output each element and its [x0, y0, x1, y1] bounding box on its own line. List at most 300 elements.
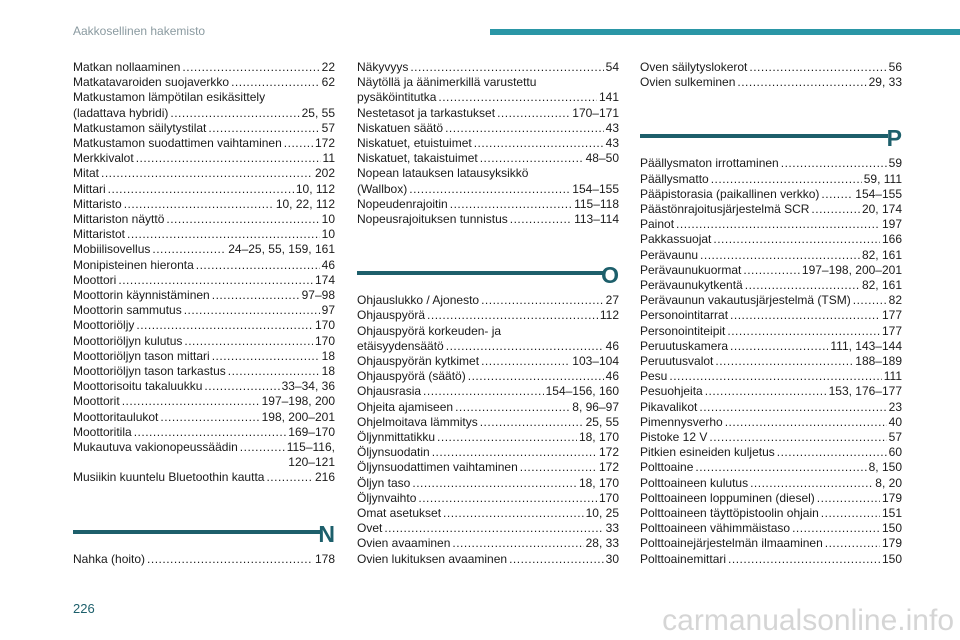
page-reference: 59, 111 [863, 171, 902, 186]
dot-leader [412, 476, 577, 491]
index-term: Näkyvyys [357, 60, 409, 74]
dot-leader [427, 308, 598, 323]
page-reference: 46 [605, 338, 619, 353]
page-reference: 179 [881, 536, 902, 551]
page-reference: 10 [321, 212, 335, 227]
index-entry [357, 324, 619, 354]
page-reference: 150 [881, 551, 902, 566]
index-term: Ohjauspyörän kytkimet [357, 354, 480, 369]
index-entry [357, 308, 619, 323]
index-term: (Wallbox) [357, 181, 408, 196]
index-term: Nahka (hoito) [73, 551, 146, 566]
index-entry [357, 491, 619, 506]
page-reference: 62 [321, 75, 335, 90]
page-reference: 46 [321, 257, 335, 272]
index-term: Ohjauslukko / Ajonesto [357, 293, 480, 308]
index-term: Nopeusrajoituksen tunnistus [357, 212, 508, 227]
dot-leader [166, 212, 319, 227]
index-term: Pakkassuojat [640, 232, 712, 247]
page-reference: 216 [314, 470, 335, 485]
page-reference: 172 [598, 445, 619, 460]
index-term: Ovien avaaminen [357, 536, 451, 551]
index-term-line: Nopean latauksen latausyksikkö [357, 166, 529, 181]
page-reference: 202 [314, 166, 335, 181]
page-reference: 166 [881, 232, 902, 247]
index-entry [73, 258, 335, 273]
index-term: Ovien sulkeminen [640, 75, 736, 90]
page-reference: 43 [605, 120, 619, 135]
dot-leader [127, 227, 320, 242]
page-reference: 82, 161 [861, 278, 902, 293]
index-entry [640, 293, 902, 308]
page-reference: 20, 174 [861, 202, 902, 217]
dot-leader [699, 400, 886, 415]
page-reference: 197–198, 200–201 [801, 262, 902, 277]
dot-leader [468, 369, 604, 384]
dot-leader [821, 187, 853, 202]
page-reference: 112 [599, 308, 619, 323]
page-reference: 56 [888, 60, 902, 74]
index-entry [640, 445, 902, 460]
dot-leader [284, 136, 313, 151]
index-term: Polttoaineen täyttöpistoolin ohjain [640, 506, 819, 521]
index-term: Matkan nollaaminen [73, 60, 181, 74]
dot-leader [409, 182, 570, 197]
index-term: Polttoaineen loppuminen (diesel) [640, 490, 815, 505]
index-entry [640, 202, 902, 217]
index-term: Personointitarrat [640, 308, 729, 323]
page-reference: 48–50 [585, 151, 619, 166]
page-reference: 18, 170 [578, 475, 619, 490]
page-reference: 24–25, 55, 159, 161 [228, 242, 335, 257]
index-term: Perävaunukuormat [640, 262, 742, 277]
index-entry [73, 303, 335, 318]
page-reference: 27 [605, 293, 619, 308]
index-entry [640, 232, 902, 247]
index-term: Öljynsuodattimen vaihtaminen [357, 460, 518, 475]
page-reference: 170 [314, 333, 335, 348]
page-reference: 154–156, 160 [545, 384, 619, 399]
index-entry [73, 349, 335, 364]
dot-leader [423, 384, 544, 399]
page-reference: 150 [881, 521, 902, 536]
index-term: Omat asetukset [357, 506, 442, 521]
index-term: Päällysmatto [640, 171, 709, 186]
index-entry [73, 90, 335, 120]
dot-leader [124, 197, 274, 212]
dot-leader [520, 460, 597, 475]
index-term: Moottorin sammutus [73, 303, 182, 318]
index-entry [73, 364, 335, 379]
index-entry [357, 460, 619, 475]
page-reference: 188–189 [855, 354, 902, 369]
index-entry [73, 318, 335, 333]
section-header [73, 486, 335, 552]
dot-leader [240, 440, 285, 455]
index-entry [357, 415, 619, 430]
index-entry [640, 339, 902, 354]
dot-leader [228, 364, 320, 379]
index-term: Mukautuva vakionopeussäädin [73, 440, 238, 455]
index-term: Nestetasot ja tarkastukset [357, 105, 496, 120]
index-term-line: Näytöllä ja äänimerkillä varustettu [357, 75, 537, 90]
index-term: Öljynmittatikku [357, 430, 436, 445]
dot-leader [136, 151, 321, 166]
index-term: Monipisteinen hieronta [73, 257, 194, 272]
dot-leader [509, 552, 604, 567]
dot-leader [811, 202, 860, 217]
dot-leader [160, 410, 259, 425]
page-reference: 151 [881, 506, 902, 521]
page-reference: 154–155 [572, 181, 619, 196]
index-entry [640, 506, 902, 521]
index-term: Moottoriöljyn kulutus [73, 333, 183, 348]
index-term: Niskatuen säätö [357, 120, 444, 135]
index-entry [73, 212, 335, 227]
index-entry [357, 521, 619, 536]
dot-leader [730, 308, 880, 323]
index-entry [640, 430, 902, 445]
index-entry [73, 136, 335, 151]
index-entry [640, 308, 902, 323]
index-entry [640, 187, 902, 202]
page-reference: 178 [314, 551, 335, 566]
dot-leader [443, 506, 584, 521]
page-reference: 18 [321, 364, 335, 379]
dot-leader [212, 288, 300, 303]
dot-leader [384, 521, 603, 536]
index-entry [73, 227, 335, 242]
dot-leader [750, 476, 873, 491]
index-term: Peruutusvalot [640, 354, 714, 369]
index-term: Polttoainejärjestelmän ilmaaminen [640, 536, 823, 551]
dot-leader [749, 60, 886, 75]
index-entry [357, 212, 619, 227]
dot-leader [713, 232, 880, 247]
index-entry [73, 151, 335, 166]
page-reference: 43 [605, 136, 619, 151]
index-entry [73, 121, 335, 136]
index-term-line: Matkustamon lämpötilan esikäsittely [73, 90, 266, 105]
index-term: Moottorisoitu takaluukku [73, 379, 203, 394]
page-reference: 18 [321, 348, 335, 363]
page-reference: 22 [321, 60, 335, 74]
index-column-3 [640, 60, 902, 567]
page-reference: 18, 170 [578, 430, 619, 445]
section-header [357, 227, 619, 293]
dot-leader [184, 334, 313, 349]
dot-leader [853, 293, 887, 308]
index-entry [73, 197, 335, 212]
dot-leader [212, 349, 320, 364]
index-entry [640, 324, 902, 339]
index-entry [640, 415, 902, 430]
index-entry [640, 263, 902, 278]
index-term: Painot [640, 217, 675, 232]
dot-leader [497, 106, 570, 121]
index-entry [73, 394, 335, 409]
index-term: Moottori [73, 272, 117, 287]
index-term: (ladattava hybridi) [73, 105, 169, 120]
dot-leader [474, 136, 604, 151]
index-entry [73, 334, 335, 349]
index-term: Merkkivalot [73, 151, 134, 166]
dot-leader [118, 273, 313, 288]
page-reference: 141 [598, 90, 619, 105]
index-term: Moottorin käynnistäminen [73, 288, 210, 303]
index-entry [73, 470, 335, 485]
dot-leader [196, 258, 320, 273]
index-term: Moottoriöljy [73, 318, 135, 333]
index-entry [73, 440, 335, 470]
index-term: Matkustamon säilytystilat [73, 120, 207, 135]
dot-leader [438, 90, 597, 105]
dot-leader [745, 278, 860, 293]
page-reference: 169–170 [288, 424, 335, 439]
index-entry [73, 242, 335, 257]
index-term: Pitkien esineiden kuljetus [640, 445, 775, 460]
page-reference: 172 [314, 136, 335, 151]
watermark: carmanualsonline.info [662, 604, 954, 637]
index-entry [357, 384, 619, 399]
dot-leader [792, 521, 880, 536]
index-entry [640, 278, 902, 293]
index-entry [640, 384, 902, 399]
index-entry [640, 521, 902, 536]
dot-leader [825, 536, 880, 551]
index-term: Moottoritaulukot [73, 409, 159, 424]
index-term-line: Ohjauspyörä korkeuden- ja [357, 323, 502, 338]
dot-leader [452, 536, 583, 551]
section-rule [357, 271, 605, 275]
page-reference: 97–98 [301, 288, 335, 303]
index-entry [640, 60, 902, 75]
page-reference: 82 [888, 293, 902, 308]
page-reference: 60 [888, 445, 902, 460]
page-reference: 170 [314, 318, 335, 333]
index-term: Öljynsuodatin [357, 445, 430, 460]
index-term: Perävaunukytkentä [640, 278, 743, 293]
index-term: Perävaunun vakautusjärjestelmä (TSM) [640, 293, 851, 308]
page-reference: 11 [322, 151, 335, 166]
page-reference: 111, 143–144 [830, 338, 902, 353]
dot-leader [743, 263, 800, 278]
index-term: Mittaristot [73, 227, 126, 242]
index-entry [357, 166, 619, 196]
index-entry [357, 476, 619, 491]
dot-leader [715, 354, 853, 369]
dot-leader [700, 248, 860, 263]
section-letter: N [318, 520, 335, 547]
dot-leader [445, 121, 604, 136]
dot-leader [204, 379, 279, 394]
index-term: Pesu [640, 369, 668, 384]
index-entry [640, 156, 902, 171]
dot-leader [182, 60, 319, 75]
index-term: Ovet [357, 521, 383, 536]
index-entry [357, 536, 619, 551]
index-entry [73, 379, 335, 394]
index-entry [73, 425, 335, 440]
header-accent-bar [490, 29, 960, 35]
index-entry [357, 354, 619, 369]
page-reference: 111 [883, 369, 902, 384]
dot-leader [730, 339, 828, 354]
dot-leader [480, 151, 584, 166]
index-term: etäisyydensäätö [357, 338, 444, 353]
page-reference: 82, 161 [861, 247, 902, 262]
index-entry [73, 182, 335, 197]
dot-leader [418, 491, 597, 506]
dot-leader [410, 60, 603, 75]
index-entry [73, 410, 335, 425]
dot-leader [122, 394, 260, 409]
dot-leader [669, 369, 881, 384]
page-reference: 197 [881, 217, 902, 232]
dot-leader [480, 415, 584, 430]
index-entry [357, 430, 619, 445]
page-reference: 28, 33 [585, 536, 619, 551]
index-entry [73, 273, 335, 288]
dot-leader [432, 445, 597, 460]
index-entry [357, 136, 619, 151]
page-reference: 8, 96–97 [572, 399, 619, 414]
dot-leader [711, 172, 862, 187]
dot-leader [695, 460, 866, 475]
page-reference: 40 [888, 414, 902, 429]
index-entry [73, 75, 335, 90]
header-title: Aakkosellinen hakemisto [73, 24, 206, 38]
dot-leader [170, 106, 299, 121]
index-entry [640, 460, 902, 475]
page-reference: 25, 55 [585, 414, 619, 429]
index-entry [357, 506, 619, 521]
index-term: Mittari [73, 181, 106, 196]
page-reference: 59 [888, 156, 902, 171]
index-term: Mittaristo [73, 196, 122, 211]
index-term: Pikavalikot [640, 399, 698, 414]
dot-leader [152, 242, 226, 257]
page-reference: 25, 55 [301, 105, 335, 120]
dot-leader [725, 415, 887, 430]
index-term: Ohjausrasia [357, 384, 422, 399]
page-reference: 33 [605, 521, 619, 536]
index-term: Niskatuet, etuistuimet [357, 136, 472, 151]
index-entry [357, 106, 619, 121]
page-reference: 29, 33 [868, 75, 902, 90]
index-term: Öljyn taso [357, 475, 411, 490]
index-term: Ohjauspyörä [357, 308, 426, 323]
index-term: Matkustamon suodattimen vaihtaminen [73, 136, 282, 151]
section-rule [640, 134, 888, 138]
page-reference: 172 [598, 460, 619, 475]
page-reference: 174 [314, 272, 335, 287]
index-entry [357, 151, 619, 166]
dot-leader [821, 506, 880, 521]
dot-leader [136, 318, 313, 333]
index-term: Ohjelmoitava lämmitys [357, 414, 478, 429]
page-reference: 54 [605, 60, 619, 74]
dot-leader [231, 75, 320, 90]
index-entry [640, 172, 902, 187]
index-term: Musiikin kuuntelu Bluetoothin kautta [73, 470, 265, 485]
index-entry [73, 552, 335, 567]
dot-leader [737, 75, 866, 90]
page-reference: 170–171 [572, 105, 619, 120]
index-term: Moottoriöljyn tason tarkastus [73, 364, 226, 379]
index-entry [73, 288, 335, 303]
index-entry [640, 217, 902, 232]
index-entry [640, 354, 902, 369]
page-reference: 33–34, 36 [281, 379, 335, 394]
dot-leader [510, 212, 572, 227]
index-entry [357, 293, 619, 308]
dot-leader [676, 217, 880, 232]
dot-leader [728, 552, 880, 567]
index-entry [640, 400, 902, 415]
index-entry [640, 369, 902, 384]
dot-leader [184, 303, 320, 318]
page-reference: 46 [605, 369, 619, 384]
dot-leader [705, 384, 827, 399]
index-column-1 [73, 60, 335, 567]
index-term: Perävaunu [640, 247, 699, 262]
index-entry [73, 166, 335, 181]
index-entry [640, 476, 902, 491]
dot-leader [134, 425, 287, 440]
index-term: Polttoaine [640, 460, 694, 475]
page-reference: 23 [888, 399, 902, 414]
page-reference: 10 [321, 227, 335, 242]
dot-leader [450, 197, 572, 212]
index-entry [640, 536, 902, 551]
index-entry [357, 197, 619, 212]
dot-leader [266, 470, 313, 485]
index-entry [640, 552, 902, 567]
page-reference: 113–114 [574, 212, 619, 227]
index-term: Nopeudenrajoitin [357, 196, 448, 211]
dot-leader [101, 166, 313, 181]
section-rule [73, 530, 321, 534]
dot-leader [147, 552, 313, 567]
index-term: Pistoke 12 V [640, 430, 708, 445]
page-reference: 8, 150 [868, 460, 902, 475]
page-reference: 8, 20 [875, 475, 902, 490]
page-reference: 198, 200–201 [261, 409, 335, 424]
section-letter: O [601, 262, 619, 289]
index-term: Mittariston näyttö [73, 212, 165, 227]
index-term: Polttoaineen kulutus [640, 475, 749, 490]
index-entry [357, 445, 619, 460]
page-reference: 30 [605, 551, 619, 566]
page-reference: 97 [321, 303, 335, 318]
index-entry [357, 75, 619, 105]
index-term: Moottorit [73, 394, 120, 409]
index-term: Mitat [73, 166, 100, 181]
page-reference: 153, 176–177 [828, 384, 902, 399]
index-term: Niskatuet, takaistuimet [357, 151, 478, 166]
index-term: Pesuohjeita [640, 384, 703, 399]
page-number: 226 [73, 601, 95, 616]
index-entry [640, 248, 902, 263]
index-entry [357, 121, 619, 136]
dot-leader [777, 445, 887, 460]
dot-leader [727, 324, 880, 339]
index-term: Ohjauspyörä (säätö) [357, 369, 466, 384]
page-reference: 10, 22, 112 [275, 196, 335, 211]
index-entry [357, 369, 619, 384]
page-reference: 10, 25 [585, 506, 619, 521]
